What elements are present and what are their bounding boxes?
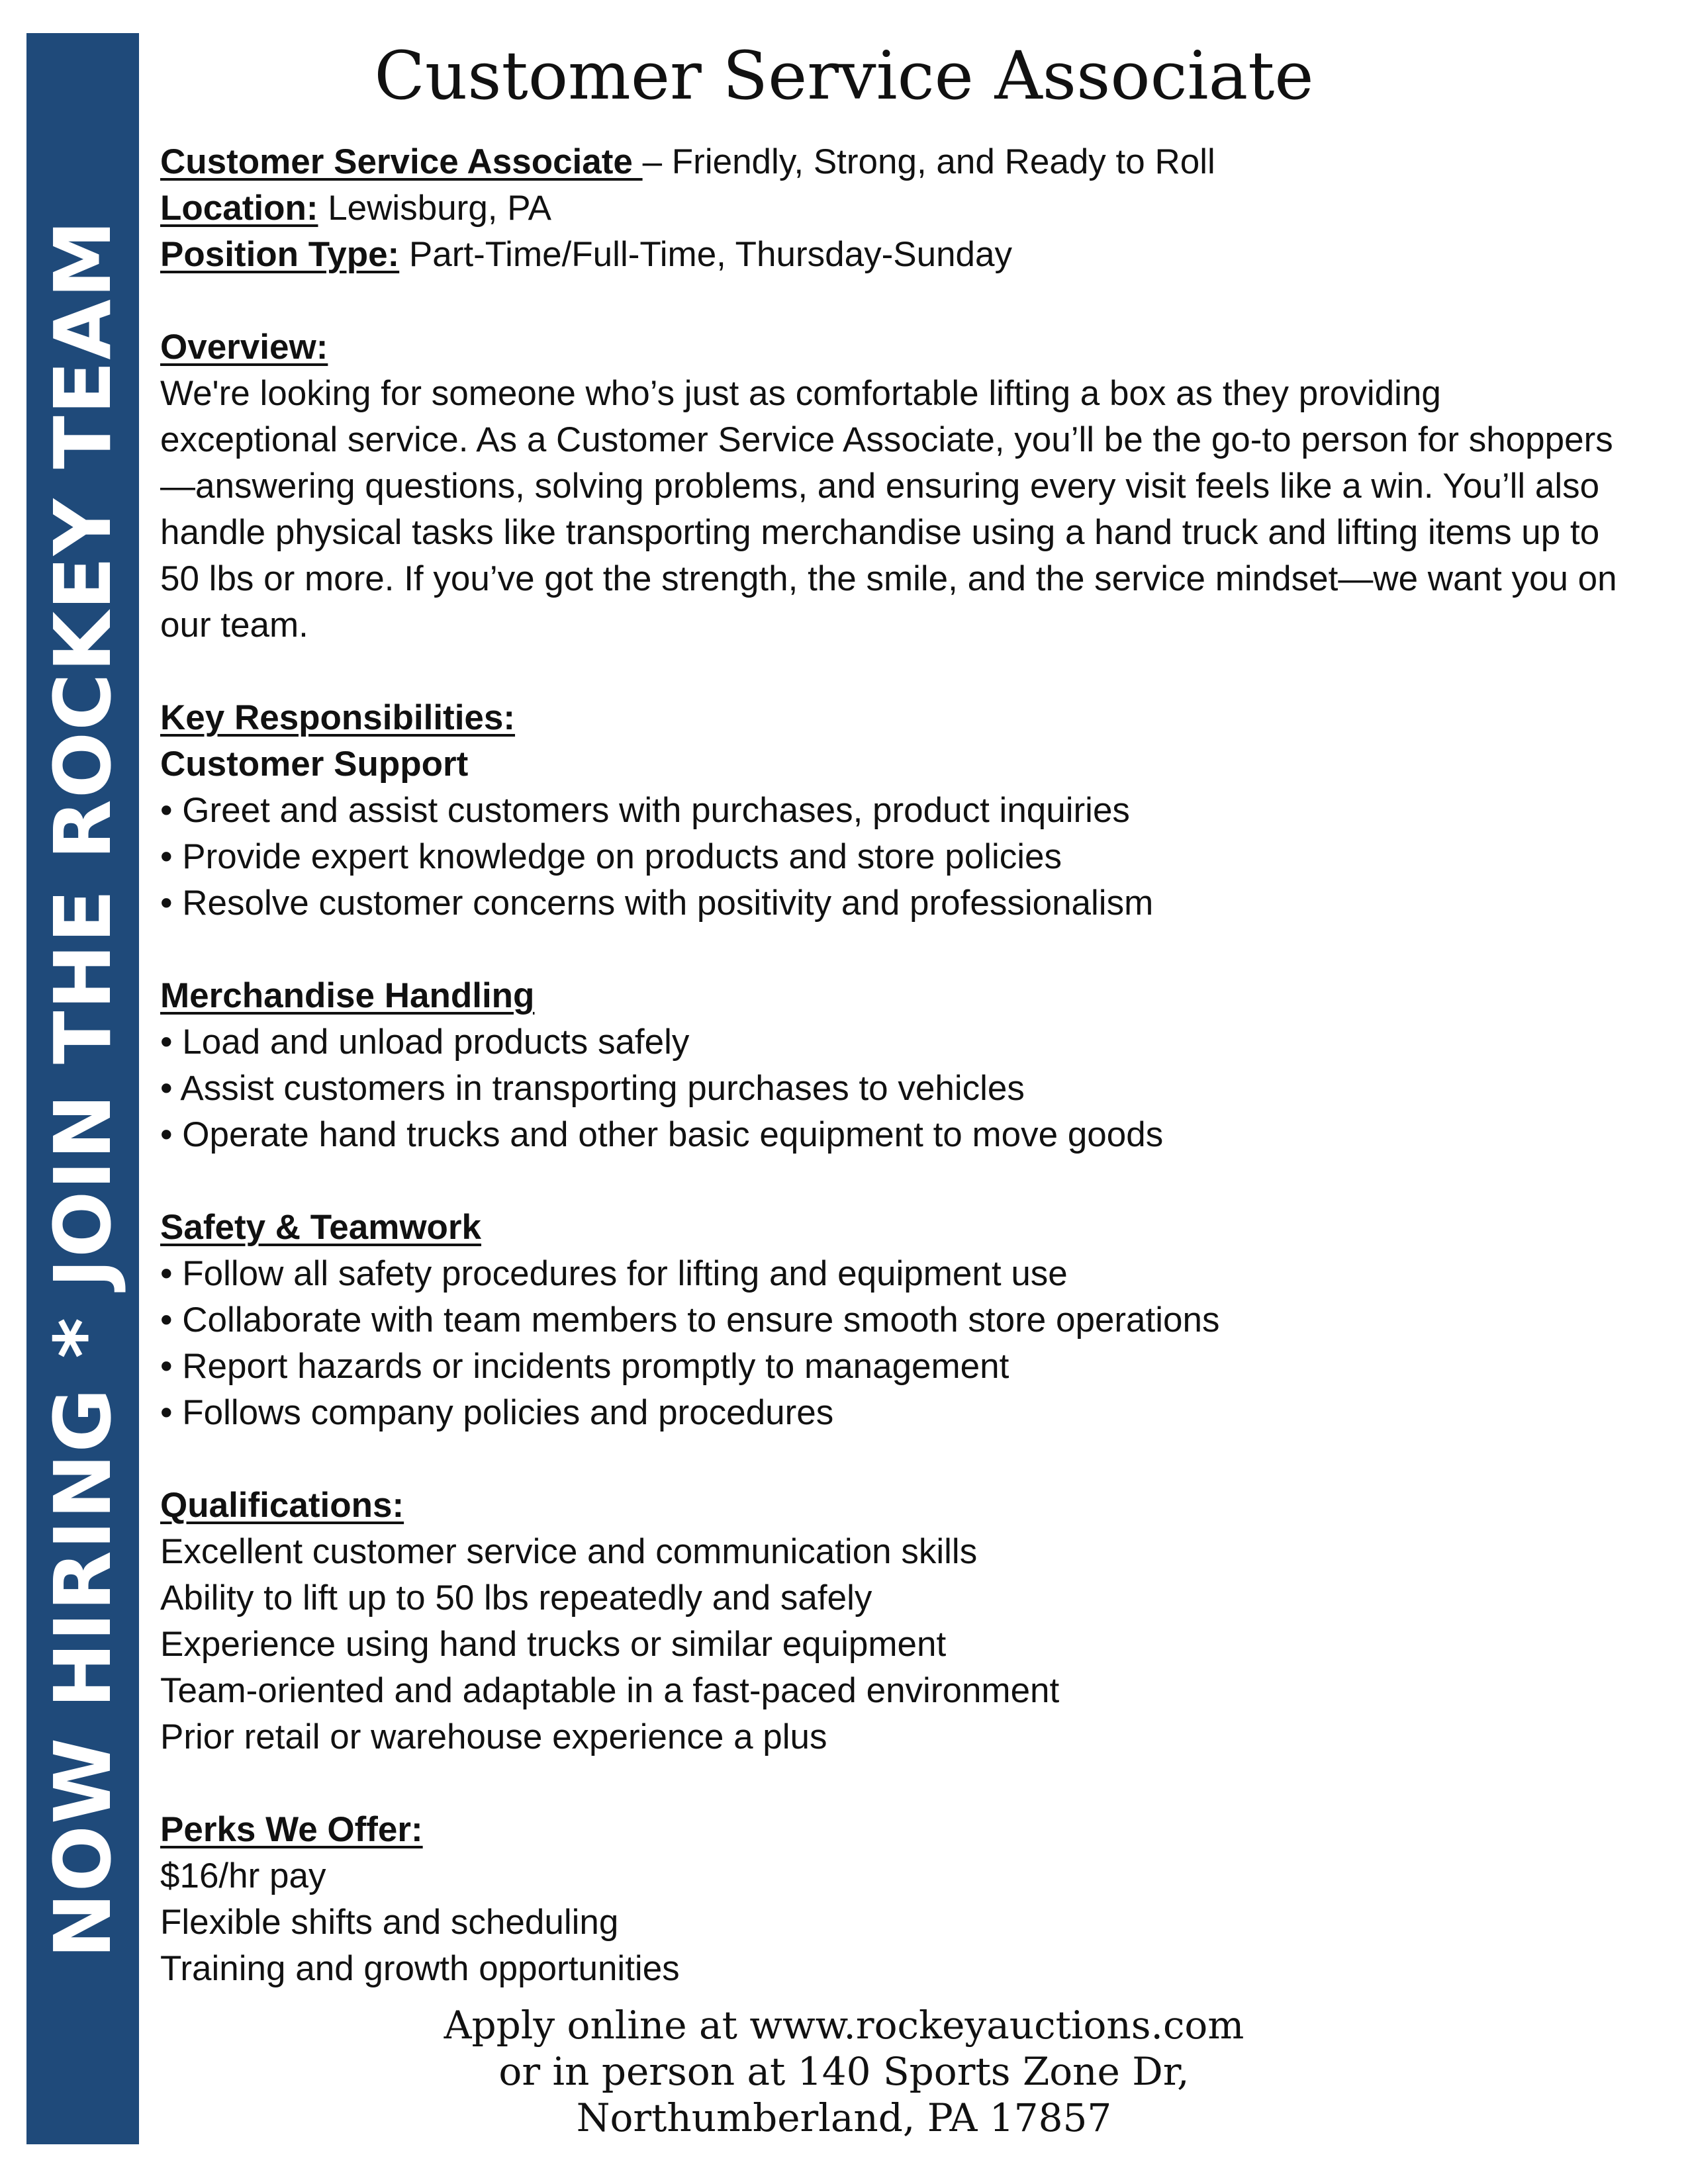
list-item: Prior retail or warehouse experience a plus — [160, 1717, 827, 1756]
list-item: • Follow all safety procedures for lifting and equipment use — [160, 1254, 1068, 1293]
list-item: • Greet and assist customers with purchases, product inquiries — [160, 791, 1130, 830]
list-item: Flexible shifts and scheduling — [160, 1903, 619, 1942]
list-item: • Follows company policies and procedures — [160, 1393, 834, 1432]
apply-footer — [159, 2002, 1529, 2141]
list-item: • Collaborate with team members to ensure smooth store operations — [160, 1300, 1220, 1340]
apply-online-line: Apply online at www.rockeyauctions.com — [444, 2003, 1244, 2048]
responsibilities-heading-line — [160, 695, 1676, 741]
position-type-line — [160, 232, 1676, 278]
list-item: Training and growth opportunities — [160, 1949, 680, 1988]
location-label: Location: — [160, 189, 318, 228]
location-line — [160, 185, 1676, 232]
responsibilities-heading: Key Responsibilities: — [160, 698, 516, 737]
list-item: Excellent customer service and communication skills — [160, 1532, 978, 1571]
overview-line: —answering questions, solving problems, and ensuring every visit feels like a win. You’ll also — [160, 467, 1600, 506]
list-item: • Resolve customer concerns with positivity and professionalism — [160, 884, 1154, 923]
safety-heading-line — [160, 1205, 1676, 1251]
list-item: Ability to lift up to 50 lbs repeatedly and safely — [160, 1578, 872, 1617]
perks-heading: Perks We Offer: — [160, 1810, 423, 1849]
list-item: • Provide expert knowledge on products and store policies — [160, 837, 1062, 876]
position-type-label: Position Type: — [160, 235, 400, 274]
overview-line: handle physical tasks like transporting merchandise using a hand truck and lifting items up to — [160, 513, 1600, 552]
list-item: Experience using hand trucks or similar equipment — [160, 1625, 947, 1664]
banner-text: NOW HIRING * JOIN THE ROCKEY TEAM — [37, 218, 128, 1959]
side-banner — [26, 33, 139, 2144]
list-item: • Load and unload products safely — [160, 1023, 690, 1062]
overview-heading: Overview: — [160, 328, 328, 367]
job-tagline: – Friendly, Strong, and Ready to Roll — [642, 142, 1215, 181]
merchandise-heading: Merchandise Handling — [160, 976, 535, 1015]
qualifications-heading: Qualifications: — [160, 1486, 404, 1525]
list-item: • Report hazards or incidents promptly to management — [160, 1347, 1009, 1386]
perks-heading-line — [160, 1807, 1676, 1853]
list-item: $16/hr pay — [160, 1856, 326, 1895]
list-item: • Operate hand trucks and other basic equipment to move goods — [160, 1115, 1164, 1154]
page-title: Customer Service Associate — [374, 37, 1314, 114]
job-title-label: Customer Service Associate — [160, 142, 643, 181]
list-item: • Assist customers in transporting purchases to vehicles — [160, 1069, 1025, 1108]
merchandise-heading-line — [160, 973, 1676, 1019]
position-type-value: Part-Time/Full-Time, Thursday-Sunday — [399, 235, 1012, 274]
safety-heading: Safety & Teamwork — [160, 1208, 482, 1247]
overview-heading-line — [160, 324, 1676, 371]
overview-line: exceptional service. As a Customer Service Associate, you’ll be the go-to person for shoppers — [160, 420, 1613, 459]
job-title-line — [160, 139, 1676, 185]
overview-line: our team. — [160, 606, 308, 645]
list-item: Team-oriented and adaptable in a fast-paced environment — [160, 1671, 1060, 1710]
location-value: Lewisburg, PA — [318, 189, 552, 228]
qualifications-heading-line — [160, 1482, 1676, 1529]
overview-line: We're looking for someone who’s just as comfortable lifting a box as they providing — [160, 374, 1441, 413]
apply-address-line: or in person at 140 Sports Zone Dr, — [498, 2049, 1190, 2094]
job-content — [160, 139, 1676, 1992]
apply-city-line: Northumberland, PA 17857 — [576, 2095, 1112, 2140]
overview-line: 50 lbs or more. If you’ve got the strength, the smile, and the service mindset—we want you on — [160, 559, 1617, 598]
customer-support-heading: Customer Support — [160, 745, 469, 784]
